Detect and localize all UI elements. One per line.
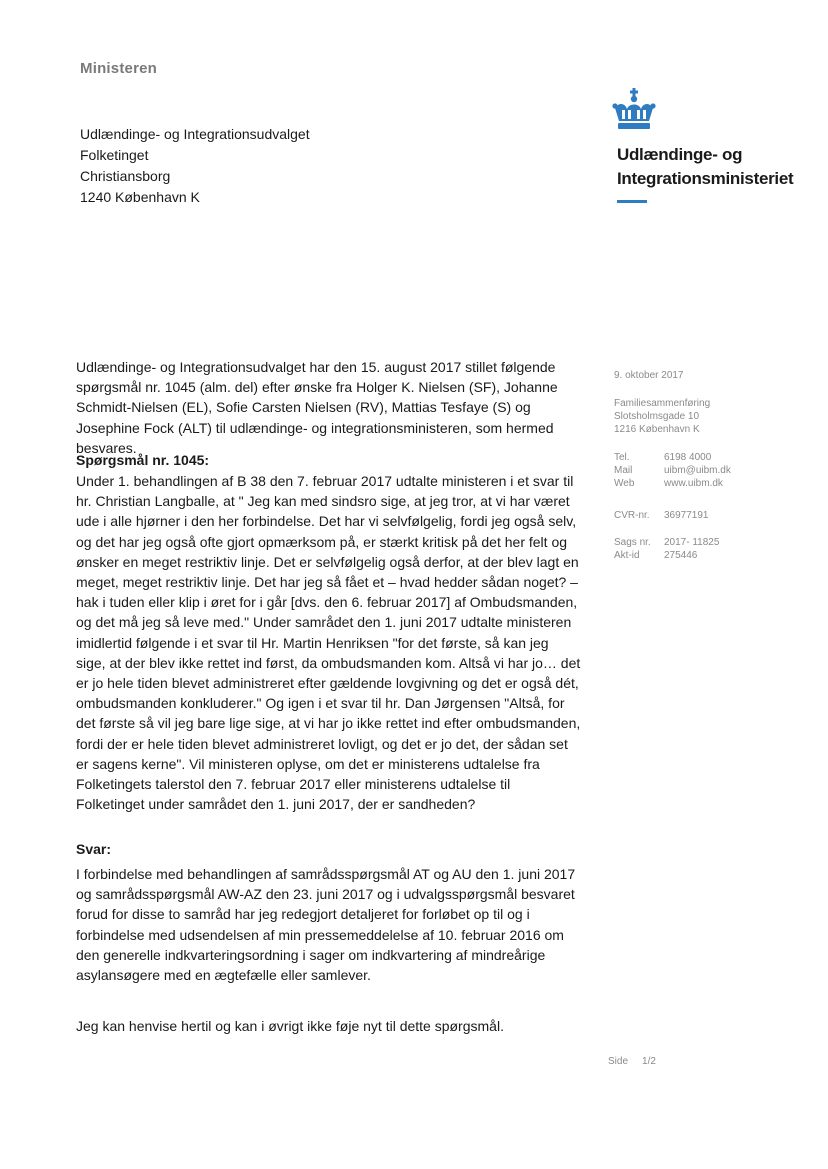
contact-value: www.uibm.dk <box>664 478 723 489</box>
case-value: 275446 <box>664 550 698 561</box>
recipient-line: 1240 København K <box>80 189 200 205</box>
case-label: Sags nr. <box>614 537 651 548</box>
case-row-akt <box>614 549 794 562</box>
sender-label: Ministeren <box>80 60 158 77</box>
contact-row-mail <box>614 464 794 477</box>
question-paragraph: Under 1. behandlingen af B 38 den 7. februar 2017 udtalte ministeren i et svar til hr. Christian Langballe, at " Jeg kan med sindsro sige, at jeg tror, at vi har været ude i alle hjørner i den her forbindelse. Det har vi selvfølgelig, fordi jeg også selv, og det har jeg også ofte gjort opmærksom på, er stærkt kritisk på det her felt og ønsker en meget restriktiv linje. Det er selvfølgelig også derfor, at der blev lagt en meget, meget restriktiv linje. Det har jeg så fået et – hvad hedder sådan noget? – hak i tuden eller klip i øret for i går [dvs. den 6. februar 2017] af Ombudsmanden, og det må jeg så leve med." Under samrådet den 1. juni 2017 udtalte ministeren imidlertid følgende i et svar til Hr. Martin Henriksen "for det første, så kan jeg sige, at der blev ikke rettet ind først, da ombudsmanden kom. Altså vi har jo… det er jo hele tiden blevet administreret efter gældende lovgivning og det er også dét, ombudsmanden konkluderer." Og igen i et svar til hr. Dan Jørgensen "Altså, for det første så vil jeg bare lige sige, at vi har jo ikke rettet ind efter ombudsmanden, fordi der er hele tiden blevet administreret lovligt, og det er jo det, der sådan set er sagens kerne". Vil ministeren oplyse, om det er ministerens udtalelse fra Folketingets talerstol den 7. februar 2017 eller ministerens udtalelse til Folketinget under samrådet den 1. juni 2017, der er sandheden? <box>76 473 581 813</box>
answer-heading: Svar: <box>76 841 112 857</box>
contact-info <box>614 451 794 490</box>
recipient-address <box>80 124 310 208</box>
cvr-row <box>614 509 794 522</box>
question-heading: Spørgsmål nr. 1045: <box>76 452 210 468</box>
page-value: 1/2 <box>642 1056 656 1067</box>
ministry-name-line: Integrationsministeriet <box>617 169 794 188</box>
crown-icon <box>611 88 657 132</box>
cvr-value: 36977191 <box>664 510 709 521</box>
page-number <box>608 1056 670 1067</box>
contact-row-web <box>614 477 794 490</box>
office-line: Slotsholmsgade 10 <box>614 411 700 422</box>
contact-row-tel <box>614 451 794 464</box>
office-address <box>614 397 794 436</box>
intro-paragraph: Udlændinge- og Integrationsudvalget har den 15. august 2017 stillet følgende spørgsmål nr. 1045 (alm. del) efter ønske fra Holger K. Nielsen (SF), Johanne Schmidt-Nielsen (EL), Sofie Carsten Nielsen (RV), Mattias Tesfaye (S) og Josephine Fock (ALT) til udlændinge- og integrationsministeren, som hermed besvares. <box>76 359 558 456</box>
recipient-line: Christiansborg <box>80 168 171 184</box>
cvr-info <box>614 509 794 522</box>
logo-accent-line <box>617 200 647 203</box>
answer-paragraph: I forbindelse med behandlingen af samrådsspørgsmål AT og AU den 1. juni 2017 og samrådsspørgsmål AW-AZ den 23. juni 2017 og i udvalgsspørgsmål besvaret forud for disse to samråd har jeg redegjort detaljeret for forløbet op til og i forbindelse med udsendelsen af min pressemeddelelse af 10. februar 2016 om den generelle indkvarteringsordning i sager om indkvartering af mindreårige asylansøgere med en ægtefælle eller samlever. <box>76 866 576 984</box>
recipient-line: Folketinget <box>80 147 149 163</box>
cvr-label: CVR-nr. <box>614 510 650 521</box>
recipient-line: Udlændinge- og Integrationsudvalget <box>80 126 310 142</box>
closing-paragraph: Jeg kan henvise hertil og kan i øvrigt ikke føje nyt til dette spørgsmål. <box>76 1018 504 1034</box>
case-row-number <box>614 536 794 549</box>
office-line: 1216 København K <box>614 424 700 435</box>
office-line: Familiesammenføring <box>614 398 711 409</box>
case-label: Akt-id <box>614 550 640 561</box>
contact-label: Tel. <box>614 452 630 463</box>
contact-value: 6198 4000 <box>664 452 712 463</box>
contact-label: Web <box>614 478 635 489</box>
case-info <box>614 536 794 562</box>
contact-value: uibm@uibm.dk <box>664 465 731 476</box>
contact-label: Mail <box>614 465 633 476</box>
case-value: 2017- 11825 <box>664 537 720 548</box>
page-label: Side <box>608 1056 629 1067</box>
ministry-name-line: Udlændinge- og <box>617 145 743 164</box>
letter-date: 9. oktober 2017 <box>614 370 684 381</box>
ministry-name <box>617 143 793 191</box>
